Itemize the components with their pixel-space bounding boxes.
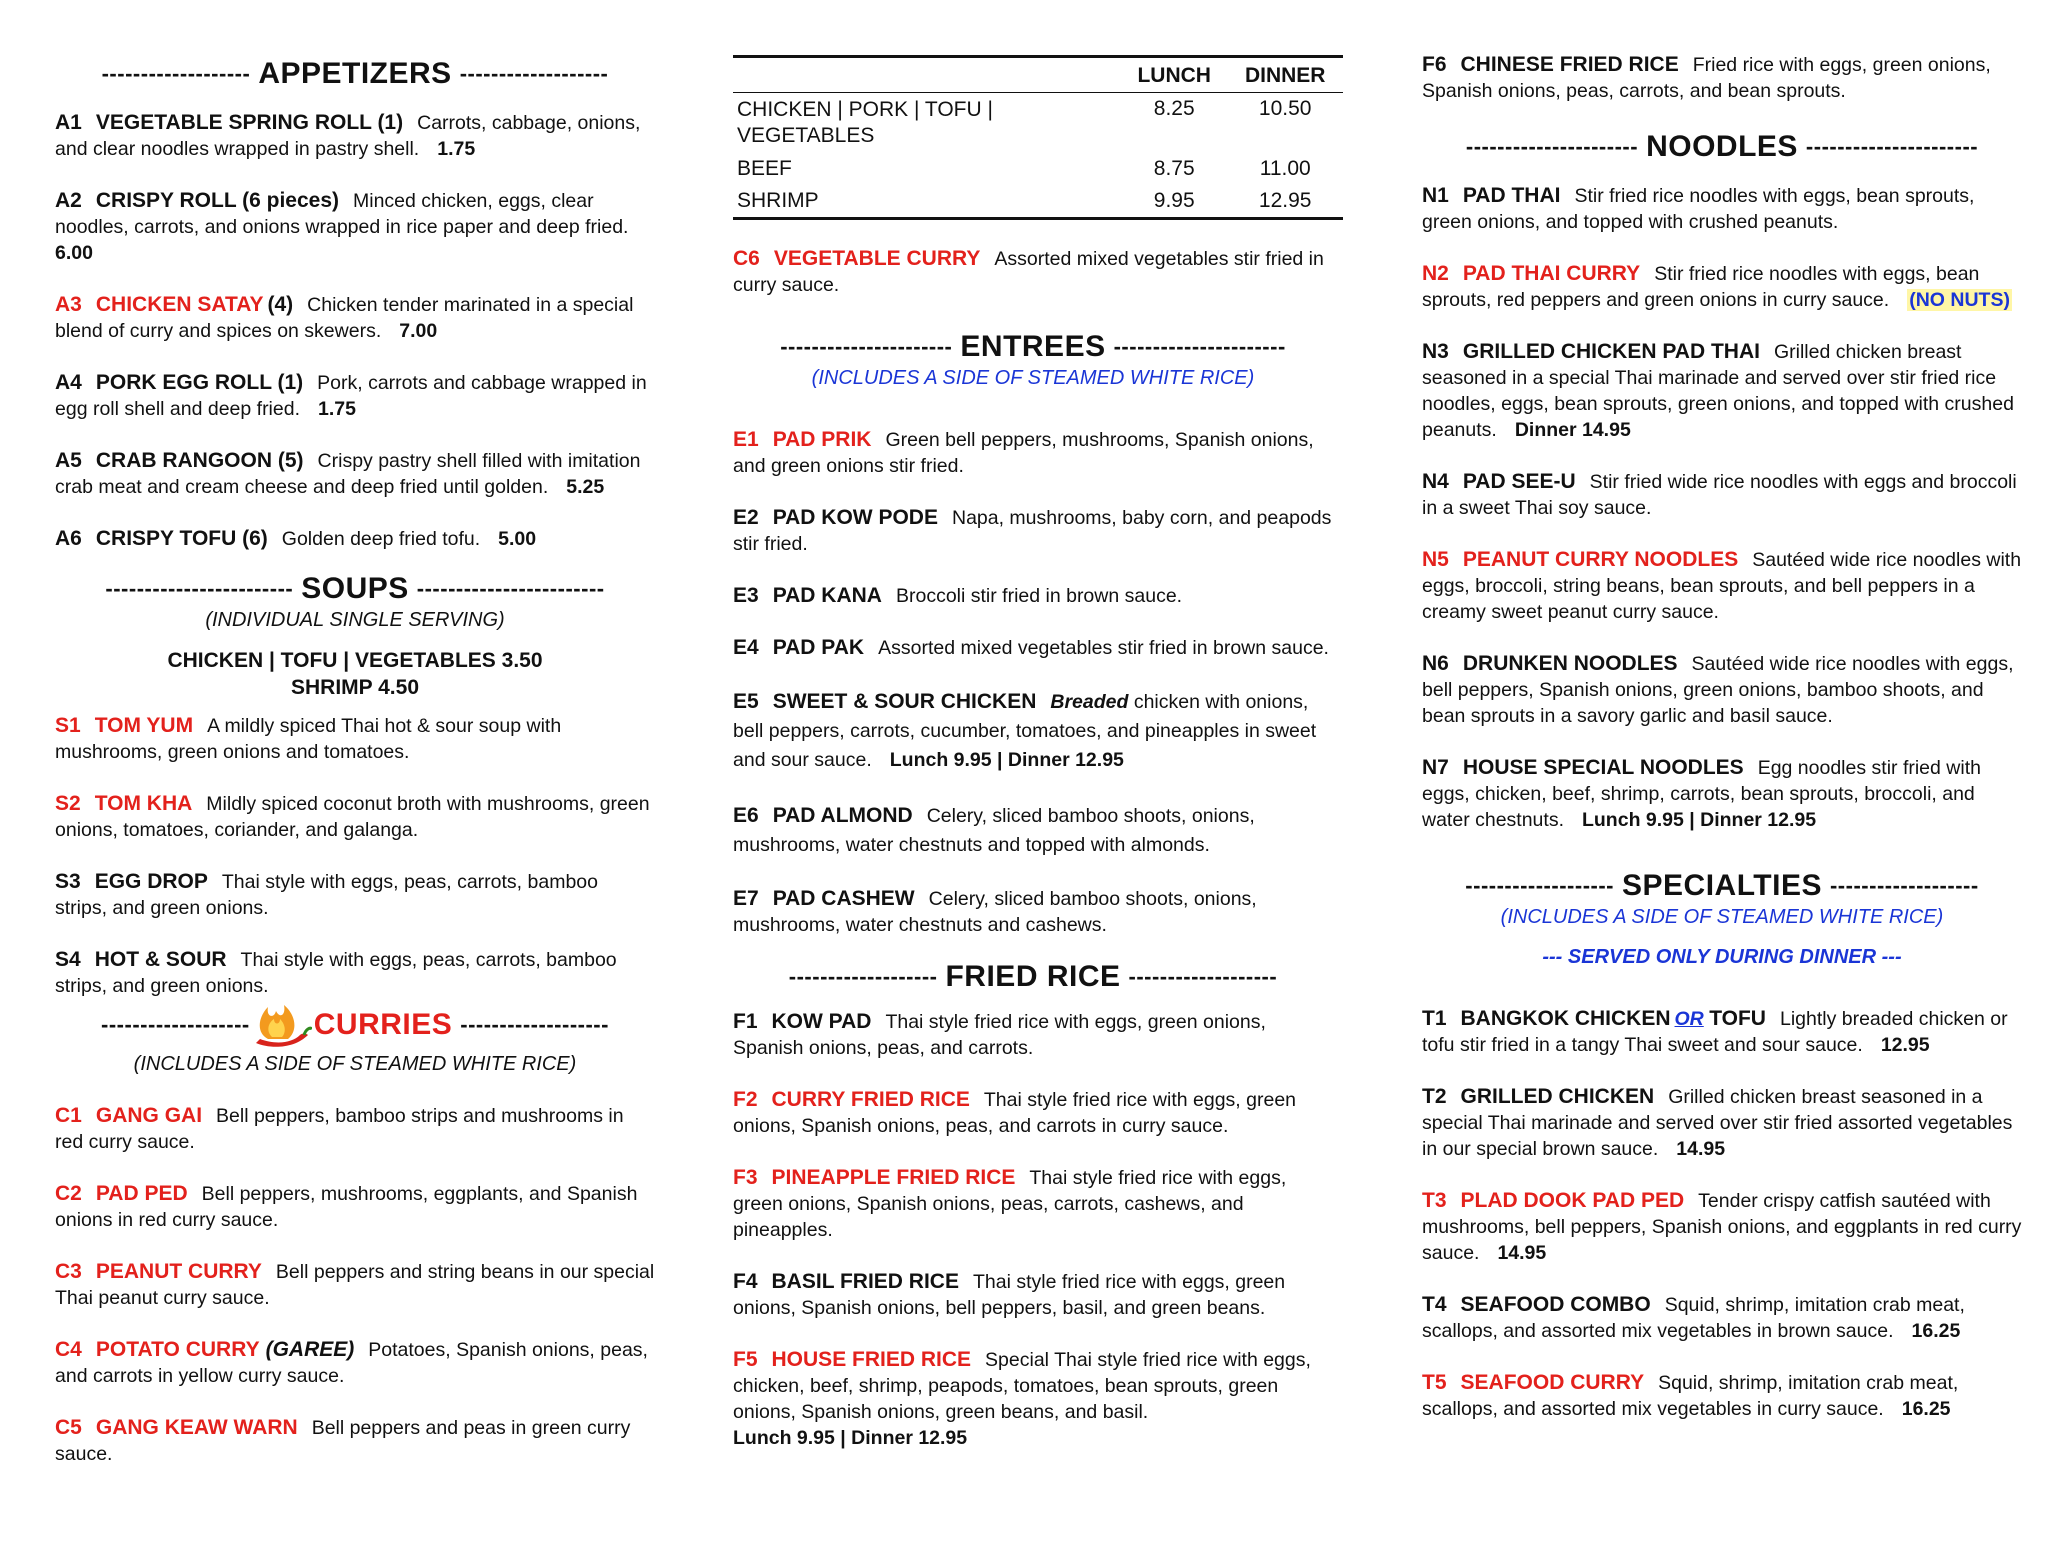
- menu-item-t1: T1 BANGKOK CHICKEN OR TOFU Lightly breaded chicken or tofu stir fried in a tangy Thai sweet and sour sauce. 12.95: [1422, 1007, 2008, 1057]
- menu-item-c5: C5 GANG KEAW WARN Bell peppers and peas in green curry sauce.: [55, 1416, 631, 1466]
- curries-heading: ------------------- CURRIES -------------------: [55, 999, 655, 1051]
- menu-item-t5: T5 SEAFOOD CURRY Squid, shrimp, imitation crab meat, scallops, and assorted mix vegetables in curry sauce. 16.25: [1422, 1371, 1959, 1421]
- menu-item-c6: C6 VEGETABLE CURRY Assorted mixed vegetables stir fried in curry sauce.: [733, 247, 1324, 296]
- menu-item-c3: C3 PEANUT CURRY Bell peppers and string beans in our special Thai peanut curry sauce.: [55, 1260, 655, 1310]
- menu-item-s2: S2 TOM KHA Mildly spiced coconut broth with mushrooms, green onions, tomatoes, coriander, and galanga.: [55, 792, 650, 842]
- entrees-title: ENTREES: [960, 330, 1106, 364]
- appetizers-heading: ------------------- APPETIZERS -------------------: [101, 57, 609, 91]
- menu-item-e5: E5 SWEET & SOUR CHICKEN Breaded chicken with onions, bell peppers, carrots, cucumber, tomatoes, and pineapples in sweet and sour sauce. Lunch 9.95 | Dinner 12.95: [733, 690, 1317, 772]
- column-right: [1422, 0, 2022, 1422]
- entrees-heading: ---------------------- ENTREES ----------------------: [780, 330, 1286, 364]
- menu-item-n4: N4 PAD SEE-U Stir fried wide rice noodles with eggs and broccoli in a sweet Thai soy sauce.: [1422, 470, 2017, 520]
- menu-item-s1: S1 TOM YUM A mildly spiced Thai hot & sour soup with mushrooms, green onions and tomatoes.: [55, 714, 562, 764]
- menu-item-t4: T4 SEAFOOD COMBO Squid, shrimp, imitation crab meat, scallops, and assorted mix vegetables in brown sauce. 16.25: [1422, 1293, 1965, 1343]
- or-link: OR: [1674, 1008, 1704, 1031]
- menu-item-n6: N6 DRUNKEN NOODLES Sautéed wide rice noodles with eggs, bell peppers, Spanish onions, green onions, bamboo shoots, and bean sprouts in a savory garlic and basil sauce.: [1422, 652, 2014, 728]
- soups-price-line-2: SHRIMP 4.50: [291, 676, 419, 700]
- menu-item-a5: A5 CRAB RANGOON (5) Crispy pastry shell filled with imitation crab meat and cream cheese and deep fried until golden. 5.25: [55, 449, 641, 499]
- menu-item-f2: F2 CURRY FRIED RICE Thai style fried rice with eggs, green onions, Spanish onions, peas, and carrots in curry sauce.: [733, 1088, 1297, 1138]
- table-row: SHRIMP 9.95 12.95: [733, 185, 1343, 219]
- col-lunch: LUNCH: [1121, 57, 1227, 93]
- menu-item-e3: E3 PAD KANA Broccoli stir fried in brown sauce.: [733, 584, 1183, 608]
- specialties-title: SPECIALTIES: [1622, 869, 1822, 903]
- menu-item-n1: N1 PAD THAI Stir fried rice noodles with eggs, bean sprouts, green onions, and topped with crushed peanuts.: [1422, 184, 1975, 234]
- menu-item-f4: F4 BASIL FRIED RICE Thai style fried rice with eggs, green onions, Spanish onions, bell peppers, basil, and green beans.: [733, 1270, 1286, 1320]
- menu-item-n7: N7 HOUSE SPECIAL NOODLES Egg noodles stir fried with eggs, chicken, beef, shrimp, carrots, bean sprouts, broccoli, and water chestnuts. Lunch 9.95 | Dinner 12.95: [1422, 756, 1981, 832]
- menu-item-c4: C4 POTATO CURRY (GAREE) Potatoes, Spanish onions, peas, and carrots in yellow curry sauce.: [55, 1338, 648, 1388]
- menu-item-c1: C1 GANG GAI Bell peppers, bamboo strips and mushrooms in red curry sauce.: [55, 1104, 624, 1154]
- menu-item-f6: F6 CHINESE FRIED RICE Fried rice with eggs, green onions, Spanish onions, peas, carrots, and bean sprouts.: [1422, 53, 1991, 102]
- specialties-heading: ------------------- SPECIALTIES -------------------: [1465, 869, 1979, 903]
- menu-item-a3: A3 CHICKEN SATAY (4) Chicken tender marinated in a special blend of curry and spices on skewers. 7.00: [55, 293, 634, 343]
- menu-item-n2: N2 PAD THAI CURRY Stir fried rice noodles with eggs, bean sprouts, red peppers and green onions in curry sauce. (NO NUTS): [1422, 262, 2010, 312]
- column-middle: [733, 0, 1333, 1451]
- menu-item-c2: C2 PAD PED Bell peppers, mushrooms, eggplants, and Spanish onions in red curry sauce.: [55, 1182, 638, 1232]
- menu-item-a6: A6 CRISPY TOFU (6) Golden deep fried tofu. 5.00: [55, 527, 537, 551]
- menu-item-t2: T2 GRILLED CHICKEN Grilled chicken breast seasoned in a special Thai marinade and served over stir fried assorted vegetables in our special brown sauce. 14.95: [1422, 1085, 2013, 1161]
- menu-item-e4: E4 PAD PAK Assorted mixed vegetables stir fried in brown sauce.: [733, 636, 1329, 660]
- menu-item-e2: E2 PAD KOW PODE Napa, mushrooms, baby corn, and peapods stir fried.: [733, 506, 1332, 556]
- table-row: CHICKEN | PORK | TOFU | VEGETABLES 8.25 10.50: [737, 97, 1312, 147]
- menu-item-n5: N5 PEANUT CURRY NOODLES Sautéed wide rice noodles with eggs, broccoli, string beans, bean sprouts, and bell peppers in a creamy sweet peanut curry sauce.: [1422, 548, 2022, 624]
- menu-item-e7: E7 PAD CASHEW Celery, sliced bamboo shoots, onions, mushrooms, water chestnuts and cashews.: [733, 887, 1257, 937]
- soups-note: (INDIVIDUAL SINGLE SERVING): [205, 609, 505, 632]
- curries-note: (INCLUDES A SIDE OF STEAMED WHITE RICE): [133, 1053, 577, 1076]
- noodles-heading: ---------------------- NOODLES ----------------------: [1465, 130, 1979, 164]
- menu-item-f3: F3 PINEAPPLE FRIED RICE Thai style fried rice with eggs, green onions, Spanish onions, peas, carrots, cashews, and pineapples.: [733, 1166, 1287, 1242]
- menu-item-s4: S4 HOT & SOUR Thai style with eggs, peas, carrots, bamboo strips, and green onions.: [55, 948, 617, 998]
- noodles-title: NOODLES: [1646, 130, 1798, 164]
- fried-rice-title: FRIED RICE: [945, 960, 1121, 994]
- specialties-note: (INCLUDES A SIDE OF STEAMED WHITE RICE): [1500, 906, 1944, 929]
- curry-price-table: [733, 55, 1343, 220]
- column-left: [55, 0, 655, 1467]
- specialties-dinner-note: --- SERVED ONLY DURING DINNER ---: [1542, 946, 1902, 969]
- appetizers-title: APPETIZERS: [258, 57, 452, 91]
- menu-item-a4: A4 PORK EGG ROLL (1) Pork, carrots and cabbage wrapped in egg roll shell and deep fried. 1.75: [55, 371, 647, 421]
- soups-price-line-1: CHICKEN | TOFU | VEGETABLES 3.50: [167, 649, 543, 673]
- menu-item-f1: F1 KOW PAD Thai style fried rice with eggs, green onions, Spanish onions, peas, and carrots.: [733, 1010, 1266, 1060]
- fried-rice-heading: ------------------- FRIED RICE -------------------: [788, 960, 1278, 994]
- entrees-note: (INCLUDES A SIDE OF STEAMED WHITE RICE): [811, 367, 1255, 390]
- menu-item-e1: E1 PAD PRIK Green bell peppers, mushrooms, Spanish onions, and green onions stir fried.: [733, 428, 1314, 478]
- soups-title: SOUPS: [301, 572, 409, 606]
- menu-item-e6: E6 PAD ALMOND Celery, sliced bamboo shoots, onions, mushrooms, water chestnuts and topped with almonds.: [733, 804, 1255, 857]
- menu-item-s3: S3 EGG DROP Thai style with eggs, peas, carrots, bamboo strips, and green onions.: [55, 870, 598, 920]
- table-row: BEEF 8.75 11.00: [737, 157, 1311, 180]
- menu-item-f5: F5 HOUSE FRIED RICE Special Thai style fried rice with eggs, chicken, beef, shrimp, peapods, tomatoes, bean sprouts, green onions, Spanish onions, green beans, and basil. Lunch 9.95 | Dinner 12.95: [733, 1348, 1311, 1450]
- menu-item-a2: A2 CRISPY ROLL (6 pieces) Minced chicken, eggs, clear noodles, carrots, and onions wrapped in rice paper and deep fried. 6.00: [55, 189, 629, 265]
- menu-item-n3: N3 GRILLED CHICKEN PAD THAI Grilled chicken breast seasoned in a special Thai marinade and served over stir fried rice noodles, eggs, bean sprouts, green onions, and topped with crushed peanuts. Dinner 14.95: [1422, 340, 2014, 442]
- menu-item-t3: T3 PLAD DOOK PAD PED Tender crispy catfish sautéed with mushrooms, bell peppers, Spanish onions, and eggplants in red curry sauce. 14.95: [1422, 1189, 2022, 1265]
- soups-heading: ------------------------ SOUPS ------------------------: [105, 572, 605, 606]
- chili-flame-icon: [250, 999, 312, 1051]
- curries-title: CURRIES: [313, 1008, 453, 1042]
- no-nuts-badge: (NO NUTS): [1909, 289, 2010, 312]
- menu-item-a1: A1 VEGETABLE SPRING ROLL (1) Carrots, cabbage, onions, and clear noodles wrapped in pastry shell. 1.75: [55, 111, 641, 161]
- col-dinner: DINNER: [1227, 57, 1343, 93]
